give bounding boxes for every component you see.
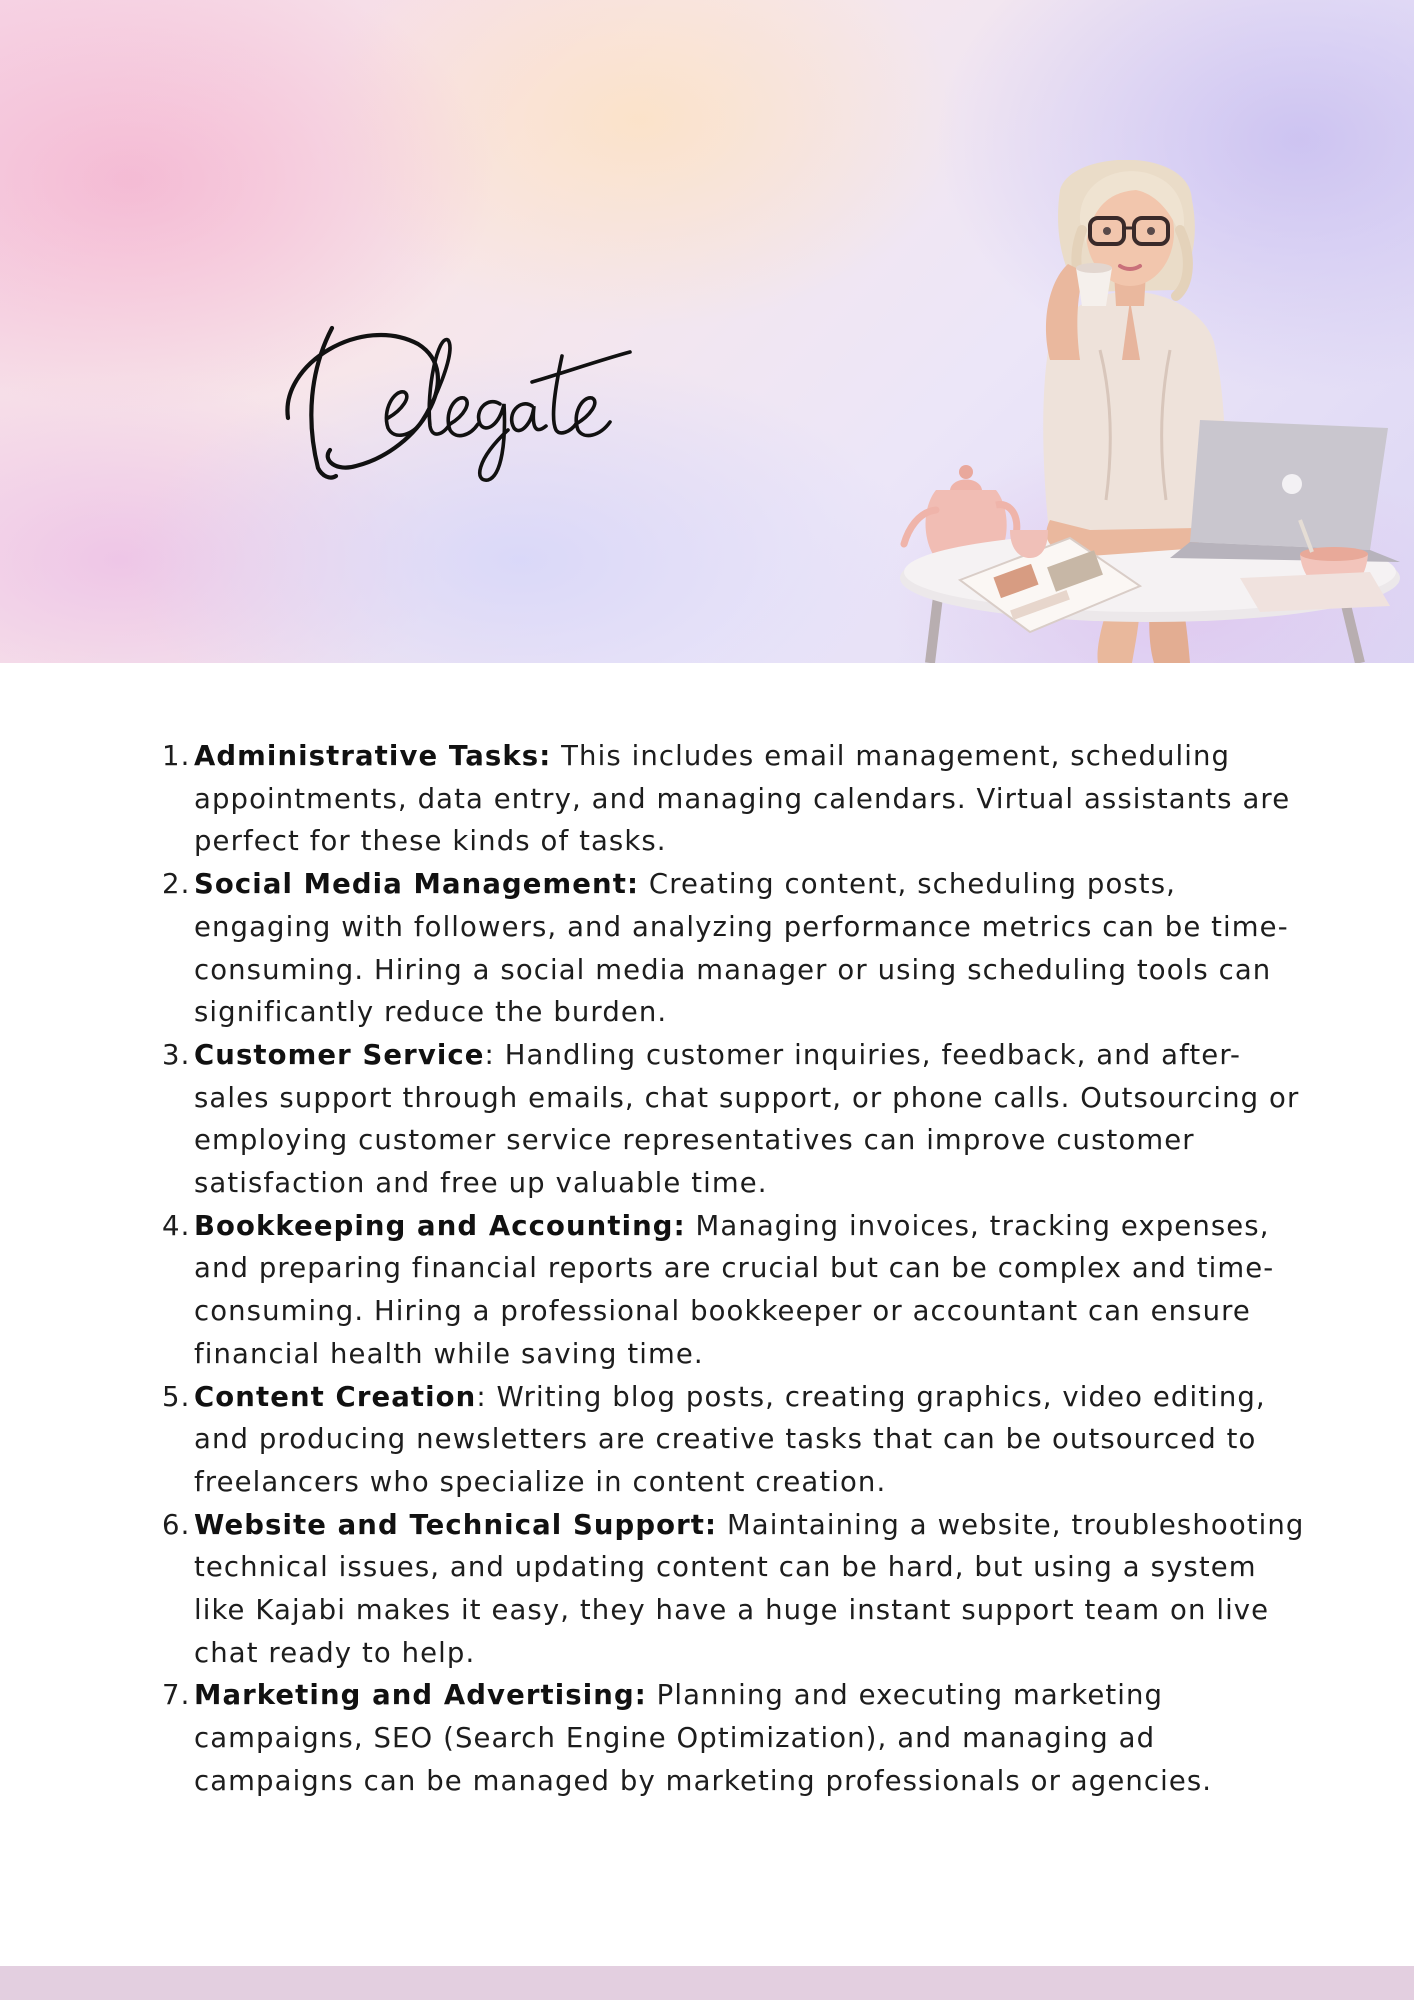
- list-item: [150, 1674, 1310, 1802]
- list-item-text: Planning and executing marketing campaigns, SEO (Search Engine Optimization), and managing ad campaigns can be managed by marketing professionals or agencies.: [194, 1679, 1213, 1797]
- list-item-text: Creating content, scheduling posts, engaging with followers, and analyzing performance metrics can be time-consuming. Hiring a social media manager or using scheduling tools can significantly reduce the burden.: [194, 868, 1289, 1029]
- page-title: [270, 300, 650, 490]
- list-item-number: 5.: [162, 1380, 191, 1413]
- list-item-text: : Writing blog posts, creating graphics, video editing, and producing newsletters are creative tasks that can be outsourced to freelancers who specialize in content creation.: [194, 1380, 1266, 1498]
- list-item: [150, 1034, 1310, 1205]
- list-item: [150, 735, 1310, 863]
- woman-at-laptop-illustration: [900, 160, 1400, 663]
- list-item-number: 1.: [162, 740, 191, 772]
- list-item-title: Marketing and Advertising:: [194, 1679, 647, 1712]
- list-item-number: 6.: [162, 1508, 191, 1541]
- list-item-number: 7.: [162, 1679, 191, 1712]
- list-item-title: Social Media Management:: [194, 868, 640, 901]
- list-item-number: 3.: [162, 1038, 191, 1071]
- list-item: [150, 863, 1310, 1034]
- footer-band: [0, 1966, 1414, 2000]
- list-item-text: This includes email management, scheduling appointments, data entry, and managing calendars. Virtual assistants are perfect for these kinds of tasks.: [194, 740, 1291, 858]
- list-item: [150, 1376, 1310, 1504]
- list-item-title: Customer Service: [194, 1038, 485, 1071]
- list-item-text: Maintaining a website, troubleshooting technical issues, and updating content can be hard, but using a system like Kajabi makes it easy, they have a huge instant support team on live chat ready to help.: [194, 1508, 1305, 1669]
- list-item-number: 2.: [162, 868, 191, 901]
- list-item: [150, 1504, 1310, 1675]
- list-item-text: : Handling customer inquiries, feedback, and after-sales support through emails, chat support, or phone calls. Outsourcing or employing customer service representatives can improve customer satisfaction and free up valuable time.: [194, 1038, 1300, 1200]
- list-item-title: Bookkeeping and Accounting:: [194, 1209, 686, 1242]
- header-banner: [0, 0, 1414, 663]
- list-item-title: Administrative Tasks:: [194, 740, 552, 772]
- delegate-task-list: [150, 735, 1310, 1803]
- list-item: [150, 1205, 1310, 1376]
- list-item-title: Content Creation: [194, 1380, 477, 1413]
- list-item-text: Managing invoices, tracking expenses, and preparing financial reports are crucial but can be complex and time-consuming. Hiring a professional bookkeeper or accountant can ensure financial health while saving time.: [194, 1209, 1275, 1370]
- list-item-number: 4.: [162, 1209, 191, 1242]
- list-item-title: Website and Technical Support:: [194, 1508, 718, 1541]
